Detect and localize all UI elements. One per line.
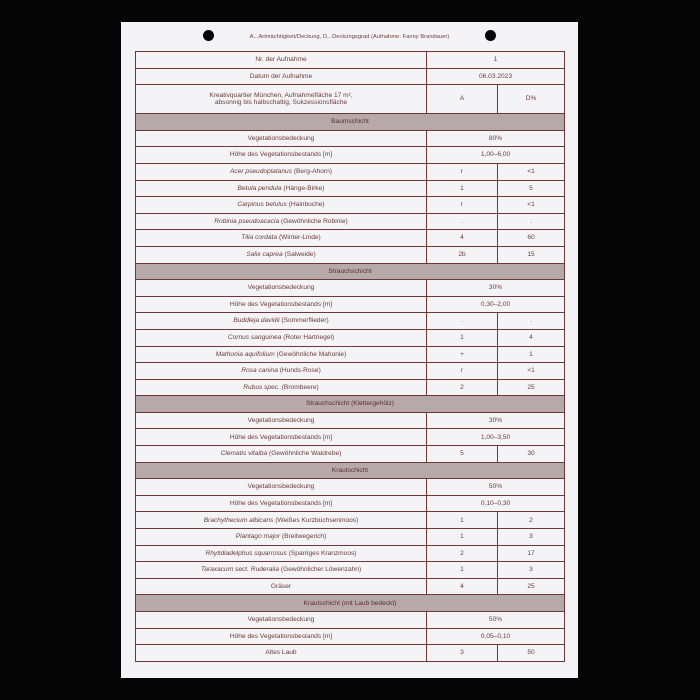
species-common-name: (Brombeere): [281, 383, 319, 391]
survey-sheet: [121, 22, 578, 678]
species-latin-name: Rhytidiadelphus squarrosus: [205, 549, 287, 557]
species-cover-percent: .: [498, 213, 565, 230]
species-name: [136, 562, 427, 579]
layer-header-row: [136, 114, 565, 131]
species-common-name: (Hänge-Birke): [283, 184, 325, 192]
layer-header-row: [136, 595, 565, 612]
column-a-header: A: [427, 85, 498, 114]
species-cover-percent: 4: [498, 329, 565, 346]
height-row: [136, 495, 565, 512]
species-abundance: 4: [427, 578, 498, 595]
legend: A...Artmächtigkeit/Deckung, D...Deckungsgrad (Aufnahme: Fanny Brandauer): [249, 34, 450, 40]
species-latin-name: Brachythecium albicans: [203, 516, 274, 524]
species-cover-percent: <1: [498, 363, 565, 380]
species-common-name: (Roter Hartriegel): [283, 334, 335, 341]
species-row: [136, 379, 565, 396]
species-latin-name: Betula pendula: [237, 184, 282, 192]
date-label: Datum der Aufnahme: [136, 68, 427, 85]
species-name: [136, 446, 427, 463]
species-name: [136, 197, 427, 214]
cover-value: 50%: [427, 479, 565, 496]
location-cell: [136, 85, 427, 114]
species-common-name: (Hainbuche): [288, 201, 325, 209]
species-row: [136, 363, 565, 380]
species-row: [136, 197, 565, 214]
species-row: [136, 213, 565, 230]
species-abundance: .: [427, 213, 498, 230]
cover-row: [136, 130, 565, 147]
species-row: [136, 512, 565, 529]
species-name: [136, 346, 427, 363]
species-abundance: 3: [427, 645, 498, 662]
height-value: 1,00–6,00: [427, 147, 565, 164]
species-abundance: 2b: [427, 246, 498, 263]
layer-name: Baumschicht: [136, 114, 565, 131]
species-latin-name: Rubus spec.: [243, 383, 280, 391]
cover-label: Vegetationsbedeckung: [136, 612, 427, 629]
height-label: Höhe des Vegetationsbestands [m]: [136, 429, 427, 446]
height-row: [136, 628, 565, 645]
species-name: [136, 578, 427, 595]
species-latin-name: Taraxacum sect. Ruderalia: [200, 566, 280, 574]
layer-name: Krautschicht (mit Laub bedeckt): [136, 595, 565, 612]
height-label: Höhe des Vegetationsbestands [m]: [136, 495, 427, 512]
species-common-name: (Sparriges Kranzmoos): [288, 549, 357, 557]
species-abundance: r: [427, 363, 498, 380]
species-common-name: (Salweide): [284, 251, 316, 259]
species-common-name: (Weißes Kurzbüchsenmoos): [275, 516, 359, 524]
cover-value: 50%: [427, 612, 565, 629]
cover-label: Vegetationsbedeckung: [136, 412, 427, 429]
cover-label: Vegetationsbedeckung: [136, 280, 427, 297]
species-cover-percent: 15: [498, 246, 565, 263]
species-cover-percent: 50: [498, 645, 565, 662]
species-common-name: Altes Laub: [265, 649, 297, 657]
species-cover-percent: 5: [498, 180, 565, 197]
species-latin-name: Clematis vitalba: [220, 450, 268, 458]
species-row: [136, 346, 565, 363]
species-latin-name: Carpinus betulus: [237, 201, 287, 209]
species-latin-name: Tilia cordata: [241, 234, 278, 242]
nr-value: 1: [427, 52, 565, 69]
species-cover-percent: 25: [498, 578, 565, 595]
height-row: [136, 147, 565, 164]
species-row: [136, 529, 565, 546]
layer-name: Strauchschicht: [136, 263, 565, 280]
species-name: [136, 213, 427, 230]
species-abundance: 2: [427, 545, 498, 562]
column-d-header: D%: [498, 85, 565, 114]
location-line-2: absonnig bis halbschattig, Sukzessionsfläche: [214, 99, 348, 107]
cover-row: [136, 479, 565, 496]
height-label: Höhe des Vegetationsbestands [m]: [136, 296, 427, 313]
species-name: [136, 329, 427, 346]
species-row: [136, 163, 565, 180]
species-cover-percent: 17: [498, 545, 565, 562]
species-abundance: 1: [427, 512, 498, 529]
layer-name: Krautschicht: [136, 462, 565, 479]
species-latin-name: Plantago major: [235, 533, 281, 541]
species-abundance: 1: [427, 180, 498, 197]
nr-label: Nr. der Aufnahme: [136, 52, 427, 69]
species-abundance: 1: [427, 329, 498, 346]
location-line-1: Kreativquartier München, Aufnahmefläche 17 m²,: [209, 91, 353, 99]
species-latin-name: Mathonia aquifolium: [215, 350, 275, 358]
species-row: [136, 246, 565, 263]
cover-value: 80%: [427, 130, 565, 147]
header-row-nr: [136, 52, 565, 69]
species-row: [136, 446, 565, 463]
height-row: [136, 429, 565, 446]
species-latin-name: Salix caprea: [246, 251, 283, 259]
species-name: [136, 645, 427, 662]
species-cover-percent: <1: [498, 197, 565, 214]
species-abundance: 1: [427, 529, 498, 546]
species-name: [136, 180, 427, 197]
header-row-location: [136, 85, 565, 114]
species-common-name: (Gewöhnlicher Löwenzahn): [280, 566, 362, 574]
species-name: [136, 512, 427, 529]
species-abundance: 5: [427, 446, 498, 463]
species-cover-percent: 3: [498, 529, 565, 546]
header-row-date: [136, 68, 565, 85]
species-name: [136, 313, 427, 330]
species-latin-name: Robinia pseudoacacia: [214, 217, 280, 225]
species-cover-percent: 3: [498, 562, 565, 579]
cover-label: Vegetationsbedeckung: [136, 479, 427, 496]
layer-header-row: [136, 396, 565, 413]
species-latin-name: Rosa canina: [241, 367, 278, 375]
cover-value: 30%: [427, 280, 565, 297]
species-cover-percent: <1: [498, 163, 565, 180]
cover-value: 30%: [427, 412, 565, 429]
species-cover-percent: 1: [498, 346, 565, 363]
species-cover-percent: 2: [498, 512, 565, 529]
height-value: 0,05–0,10: [427, 628, 565, 645]
species-cover-percent: 30: [498, 446, 565, 463]
species-name: [136, 545, 427, 562]
species-latin-name: Buddleja davidii: [233, 317, 280, 325]
species-common-name: Gräser: [270, 582, 292, 590]
height-value: 1,00–3,50: [427, 429, 565, 446]
species-common-name: (Winter-Linde): [278, 234, 321, 242]
species-abundance: +: [427, 346, 498, 363]
date-value: 06.03.2023: [427, 68, 565, 85]
species-row: [136, 562, 565, 579]
species-name: [136, 379, 427, 396]
species-latin-name: Cornus sanguinea: [227, 334, 282, 341]
height-label: Höhe des Vegetationsbestands [m]: [136, 147, 427, 164]
cover-row: [136, 612, 565, 629]
layer-name: Strauchschicht (Klettergehölz): [136, 396, 565, 413]
species-abundance: r: [427, 163, 498, 180]
height-value: 0,30–2,00: [427, 296, 565, 313]
species-common-name: (Gewöhnliche Robinie): [281, 217, 348, 225]
height-row: [136, 296, 565, 313]
species-common-name: (Berg-Ahorn): [293, 168, 332, 176]
cover-label: Vegetationsbedeckung: [136, 130, 427, 147]
species-abundance: 2: [427, 379, 498, 396]
height-label: Höhe des Vegetationsbestands [m]: [136, 628, 427, 645]
species-common-name: (Gewöhnliche Mahonie): [276, 350, 347, 358]
species-row: [136, 645, 565, 662]
species-latin-name: Acer pseudoplatanus: [230, 168, 292, 176]
species-name: [136, 230, 427, 247]
species-row: [136, 313, 565, 330]
height-value: 0,10–0,30: [427, 495, 565, 512]
species-abundance: 4: [427, 230, 498, 247]
species-cover-percent: 60: [498, 230, 565, 247]
species-row: [136, 230, 565, 247]
layer-header-row: [136, 263, 565, 280]
species-row: [136, 180, 565, 197]
species-row: [136, 578, 565, 595]
species-row: [136, 329, 565, 346]
species-abundance: 1: [427, 562, 498, 579]
species-abundance: .: [427, 313, 498, 330]
species-common-name: (Breitwegerich): [281, 533, 327, 541]
species-common-name: (Gewöhnliche Waldrebe): [269, 450, 342, 458]
species-name: [136, 246, 427, 263]
species-common-name: (Sommerflieder): [281, 317, 329, 325]
species-cover-percent: .: [498, 313, 565, 330]
species-common-name: (Hunds-Rose): [279, 367, 321, 375]
species-name: [136, 163, 427, 180]
cover-row: [136, 280, 565, 297]
species-cover-percent: 25: [498, 379, 565, 396]
species-name: [136, 363, 427, 380]
cover-row: [136, 412, 565, 429]
species-row: [136, 545, 565, 562]
species-abundance: r: [427, 197, 498, 214]
vegetation-table: [135, 51, 565, 662]
layer-header-row: [136, 462, 565, 479]
species-name: [136, 529, 427, 546]
